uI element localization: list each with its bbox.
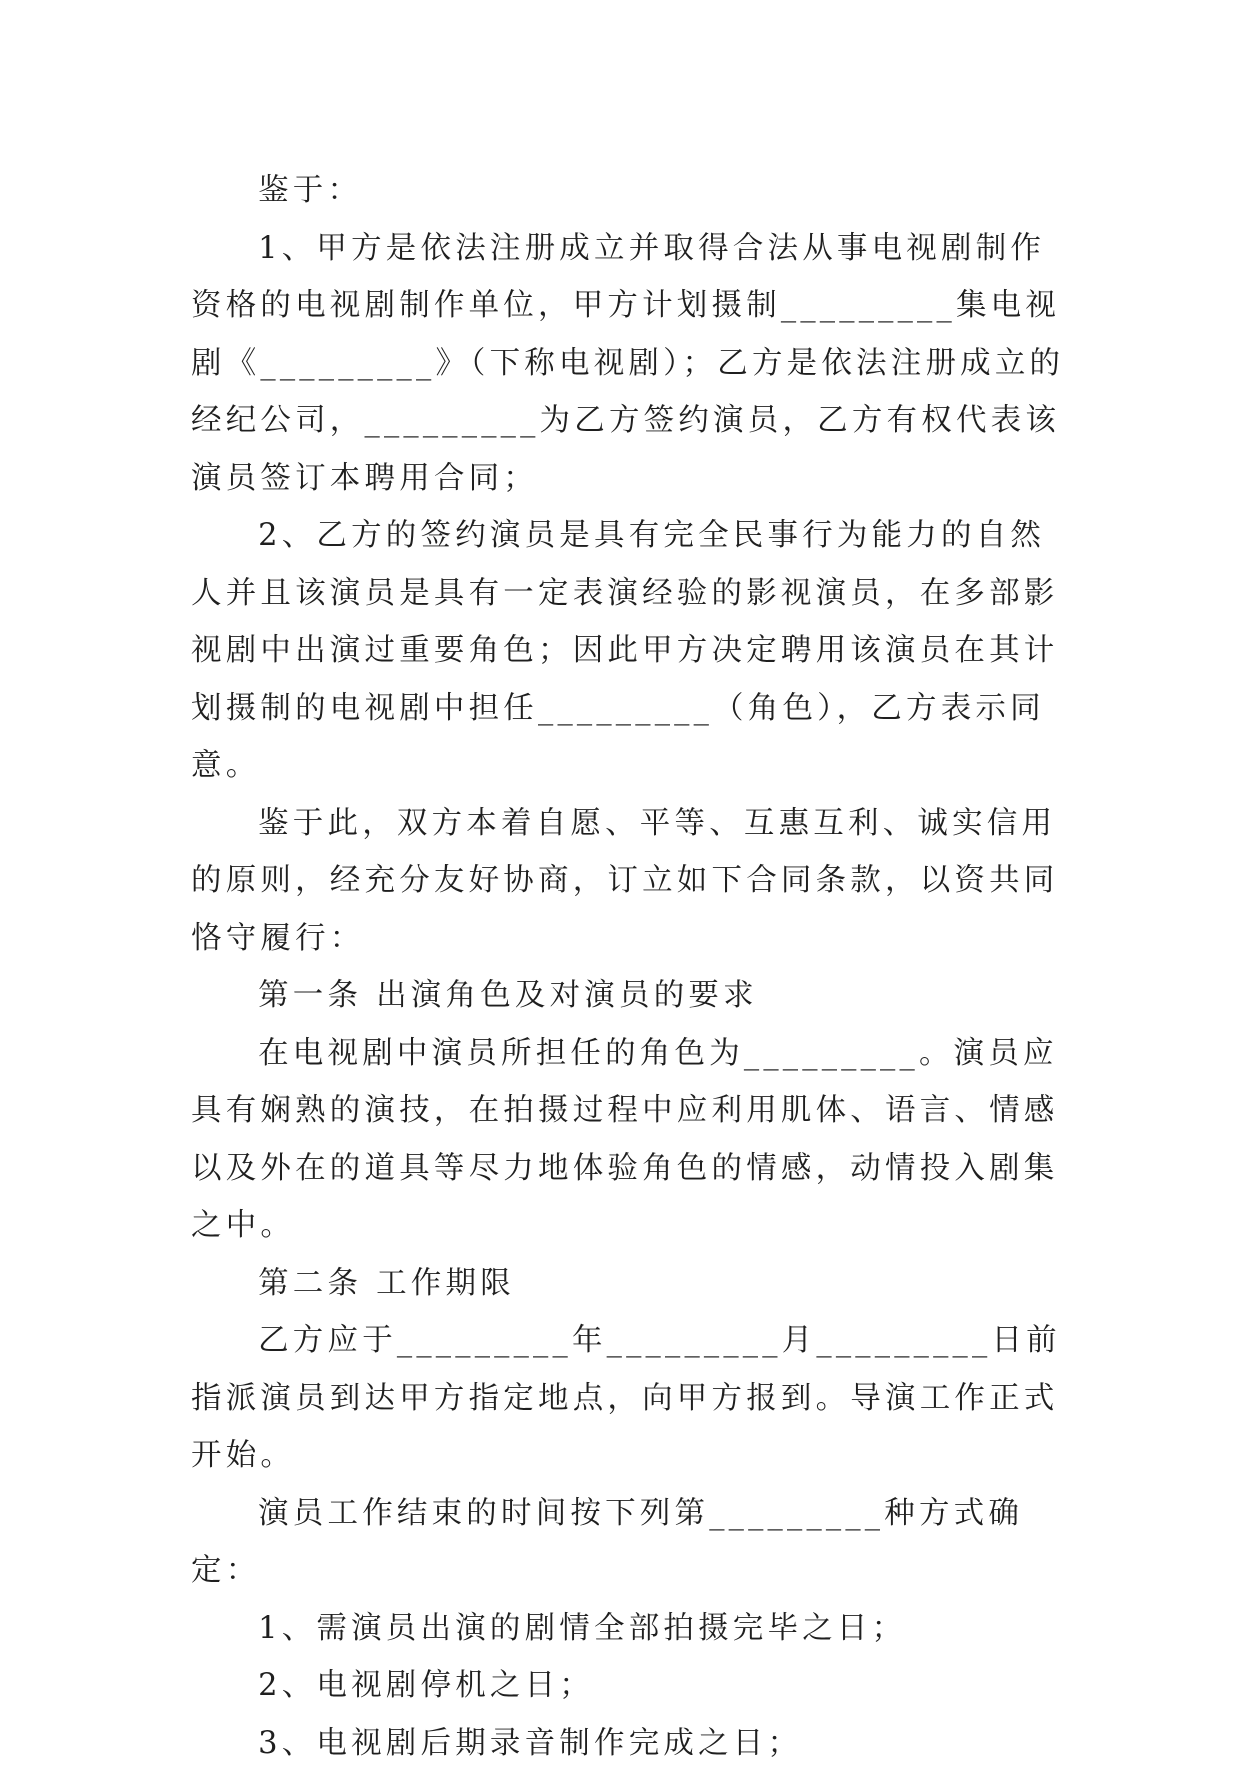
article-1-heading: 第一条 出演角色及对演员的要求	[191, 967, 1071, 1025]
paragraph-recital-2: 2、乙方的签约演员是具有完全民事行为能力的自然人并且该演员是具有一定表演经验的影视演员，在多部影视剧中出演过重要角色；因此甲方决定聘用该演员在其计划摄制的电视剧中担任_________（角色），乙方表示同意。	[191, 507, 1071, 795]
article-1-body: 在电视剧中演员所担任的角色为_________。演员应具有娴熟的演技，在拍摄过程中应利用肌体、语言、情感以及外在的道具等尽力地体验角色的情感，动情投入剧集之中。	[191, 1025, 1071, 1255]
article-2-start-date: 乙方应于_________年_________月_________日前指派演员到达甲方指定地点，向甲方报到。导演工作正式开始。	[191, 1312, 1071, 1485]
paragraph-recital-1: 1、甲方是依法注册成立并取得合法从事电视剧制作资格的电视剧制作单位，甲方计划摄制_________集电视剧《_________》（下称电视剧）；乙方是依法注册成立的经纪公司，_________为乙方签约演员，乙方有权代表该演员签订本聘用合同；	[191, 220, 1071, 508]
end-method-option-3: 3、电视剧后期录音制作完成之日；	[191, 1715, 1071, 1772]
paragraph-whereas: 鉴于：	[191, 162, 1071, 220]
article-2-heading: 第二条 工作期限	[191, 1255, 1071, 1313]
article-2-end-method: 演员工作结束的时间按下列第_________种方式确定：	[191, 1485, 1071, 1600]
end-method-option-1: 1、需演员出演的剧情全部拍摄完毕之日；	[191, 1600, 1071, 1658]
paragraph-agreement-basis: 鉴于此，双方本着自愿、平等、互惠互利、诚实信用的原则，经充分友好协商，订立如下合同条款，以资共同恪守履行：	[191, 795, 1071, 968]
document-body	[191, 162, 1071, 1772]
end-method-option-2: 2、电视剧停机之日；	[191, 1657, 1071, 1715]
